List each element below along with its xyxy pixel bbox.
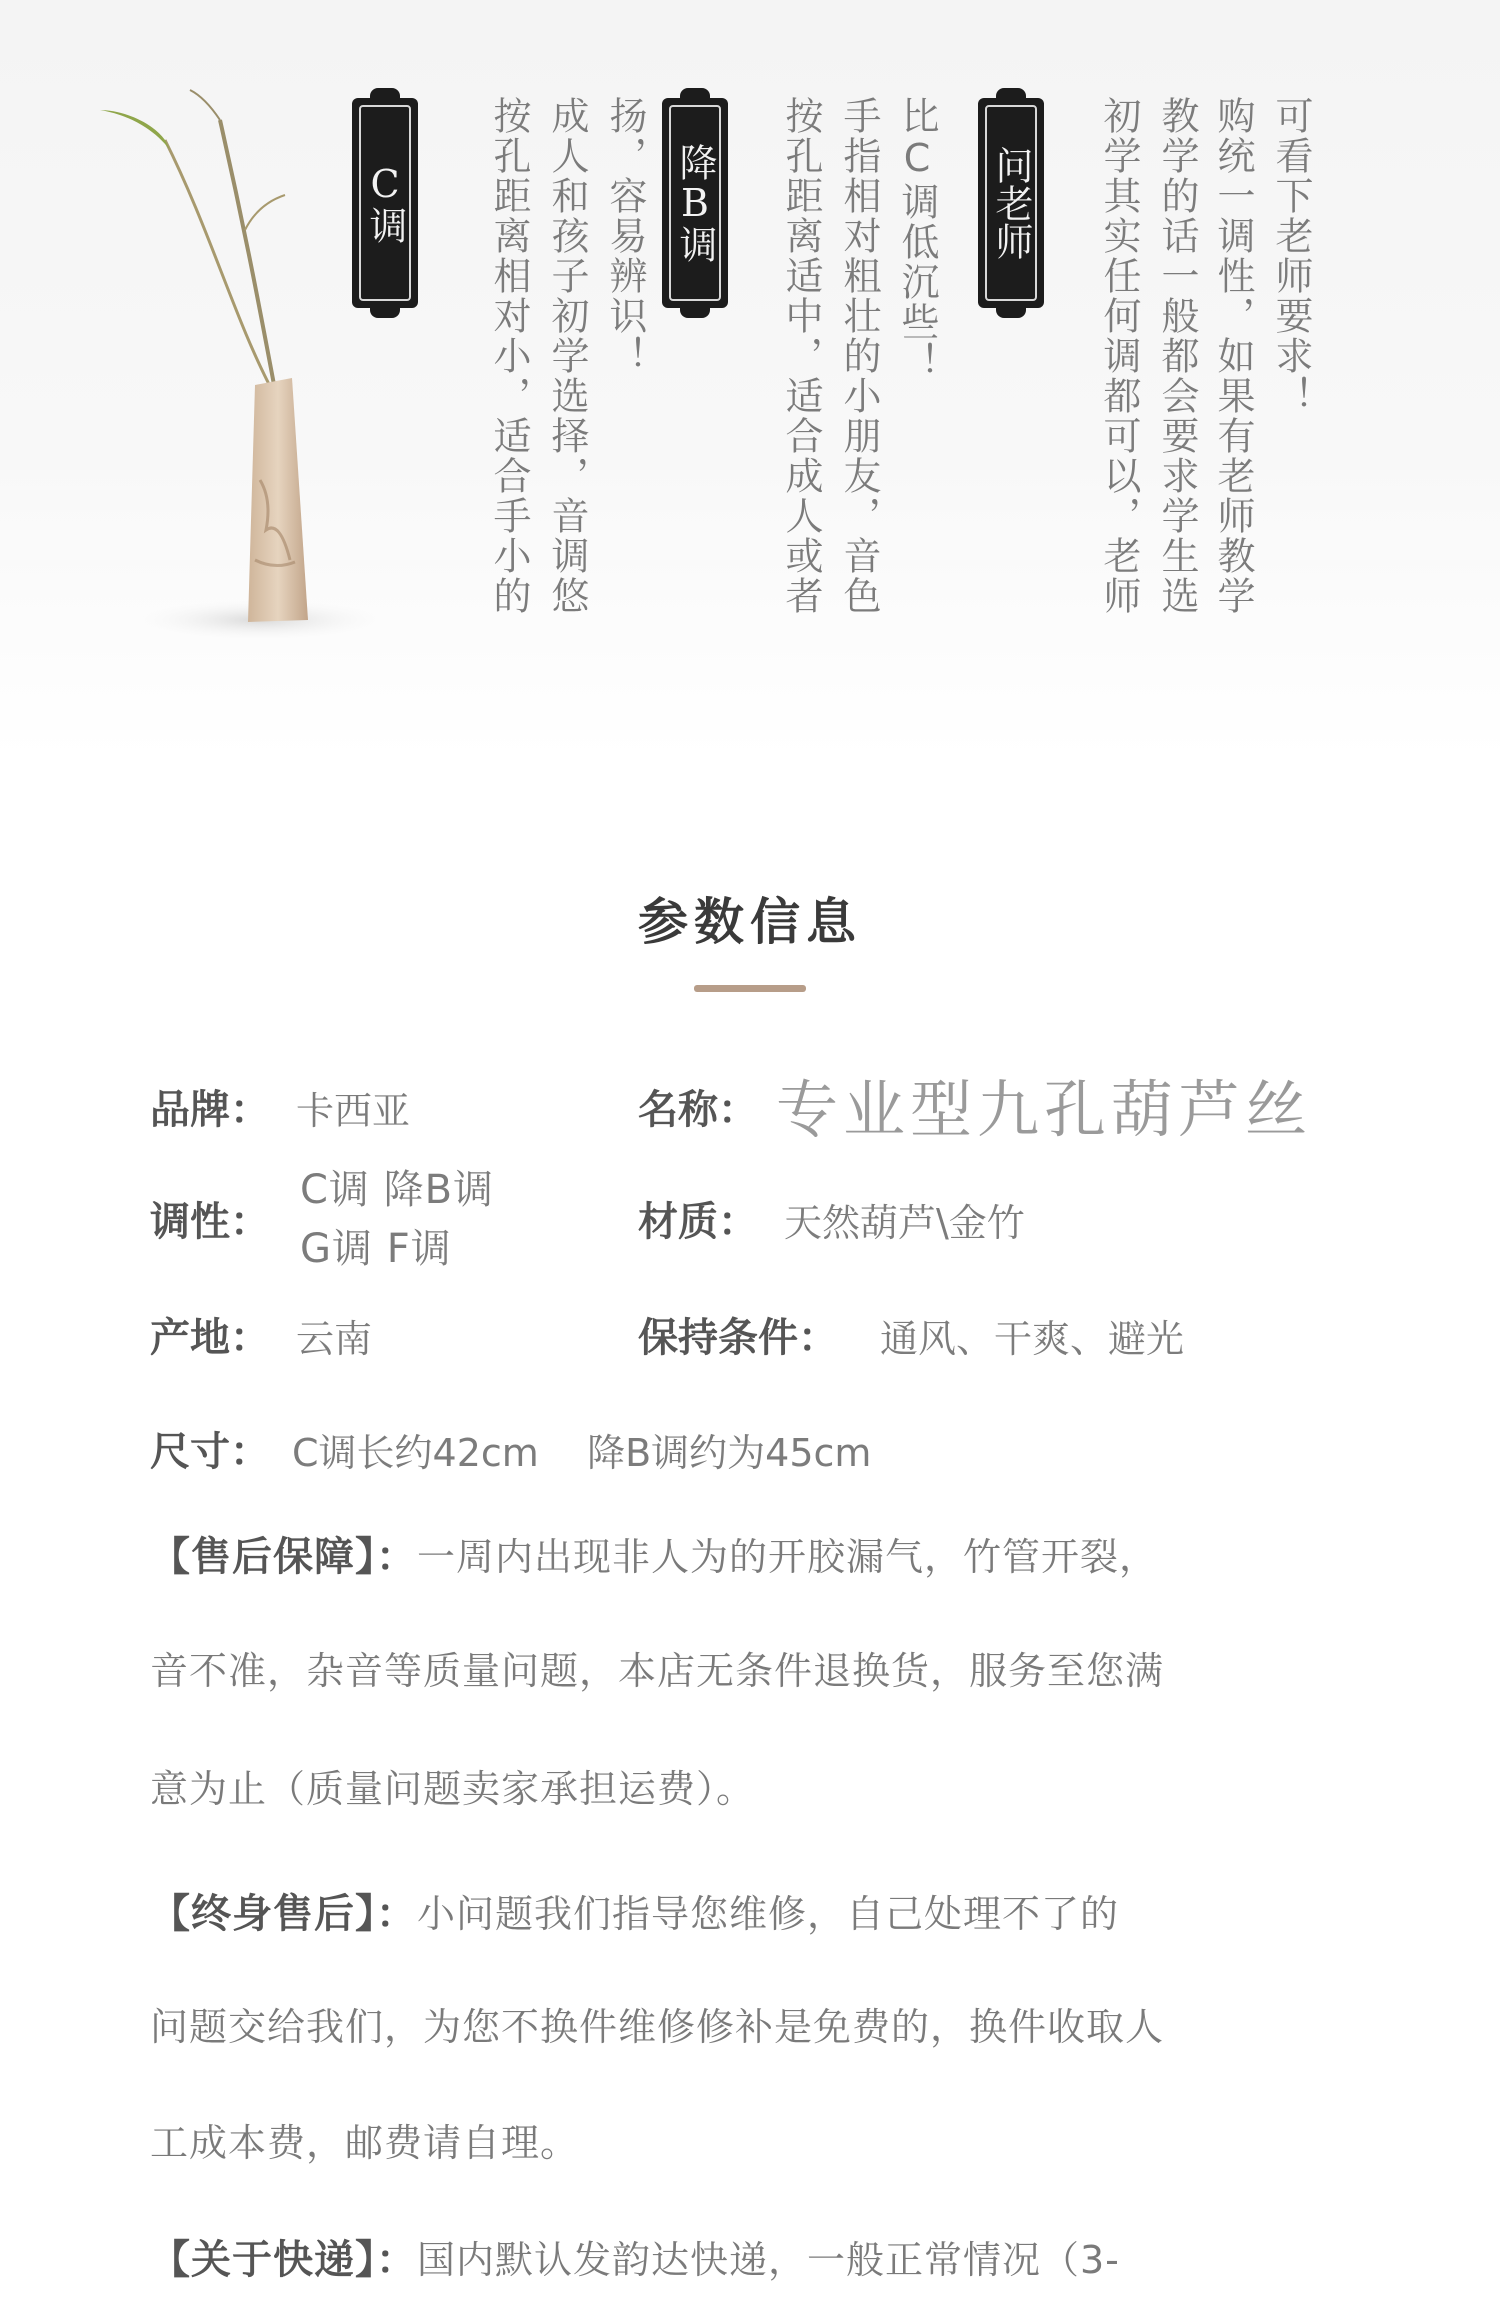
material-value: 天然葫芦\金竹 [784, 1201, 1025, 1245]
plaque-b-flat [662, 98, 728, 308]
banner-text-col-7: 按孔距离适中，适合成人或者 [779, 96, 823, 616]
banner-text-col-10: 按孔距离相对小，适合手小的 [487, 96, 531, 616]
banner-text-col-8: 扬，容易辨识！ [603, 96, 647, 376]
banner-text-col-2: 购统一调性，如果有老师教学 [1211, 96, 1255, 616]
plaque-c-key [352, 98, 418, 308]
size-value: C调长约42cm 降B调约为45cm [292, 1431, 872, 1475]
lifetime-line-2: 问题交给我们，为您不换件维修修补是免费的，换件收取人 [150, 2005, 1165, 2049]
after-sales-label: 【售后保障】： [150, 1533, 417, 1580]
material-label: 材质： [638, 1198, 758, 1245]
tone-label: 调性： [150, 1198, 270, 1245]
title-underline [694, 985, 806, 992]
bamboo-vase-image [60, 60, 400, 660]
tone-value-line-2: G调 F调 [300, 1226, 452, 1272]
plaque-c-key-label: C调 [363, 162, 407, 244]
after-sales-text-1: 一周内出现非人为的开胶漏气，竹管开裂， [417, 1535, 1159, 1579]
plaque-ask-teacher-label: 问老师 [989, 146, 1033, 260]
after-sales-line-3: 意为止（质量问题卖家承担运费）。 [150, 1767, 756, 1811]
after-sales-line-2: 音不准，杂音等质量问题，本店无条件退换货，服务至您满 [150, 1649, 1165, 1693]
plaque-b-flat-label: 降B调 [673, 143, 717, 263]
intro-banner [0, 0, 1500, 760]
lifetime-line-1 [150, 1882, 1330, 1939]
brand-label: 品牌： [150, 1086, 270, 1133]
care-value: 通风、干爽、避光 [880, 1317, 1185, 1361]
shipping-line-1 [150, 2228, 1330, 2285]
plaque-ask-teacher [978, 98, 1044, 308]
lifetime-line-3: 工成本费，邮费请自理。 [150, 2121, 580, 2165]
lifetime-text-1: 小问题我们指导您维修，自己处理不了的 [417, 1892, 1120, 1936]
name-label: 名称： [638, 1086, 758, 1133]
name-value: 专业型九孔葫芦丝 [776, 1073, 1313, 1146]
after-sales-line-1 [150, 1525, 1330, 1582]
banner-text-col-9: 成人和孩子初学选择，音调悠 [545, 96, 589, 616]
lifetime-label: 【终身售后】： [150, 1890, 417, 1937]
banner-text-col-3: 教学的话一般都会要求学生选 [1155, 96, 1199, 616]
size-label: 尺寸： [150, 1428, 270, 1475]
section-title: 参数信息 [638, 892, 862, 951]
shipping-text-1: 国内默认发韵达快递，一般正常情况（3- [417, 2238, 1120, 2282]
shipping-label: 【关于快递】： [150, 2236, 417, 2283]
origin-value: 云南 [296, 1317, 373, 1361]
origin-label: 产地： [150, 1314, 270, 1361]
banner-text-col-6: 手指相对粗壮的小朋友，音色 [837, 96, 881, 616]
banner-text-col-4: 初学其实任何调都可以，老师 [1097, 96, 1141, 616]
banner-text-col-5: 比C调低沉些！ [895, 96, 939, 382]
tone-value-line-1: C调 降B调 [300, 1167, 495, 1213]
care-label: 保持条件： [638, 1314, 838, 1361]
banner-text-col-1: 可看下老师要求！ [1269, 96, 1313, 416]
brand-value: 卡西亚 [296, 1089, 411, 1133]
